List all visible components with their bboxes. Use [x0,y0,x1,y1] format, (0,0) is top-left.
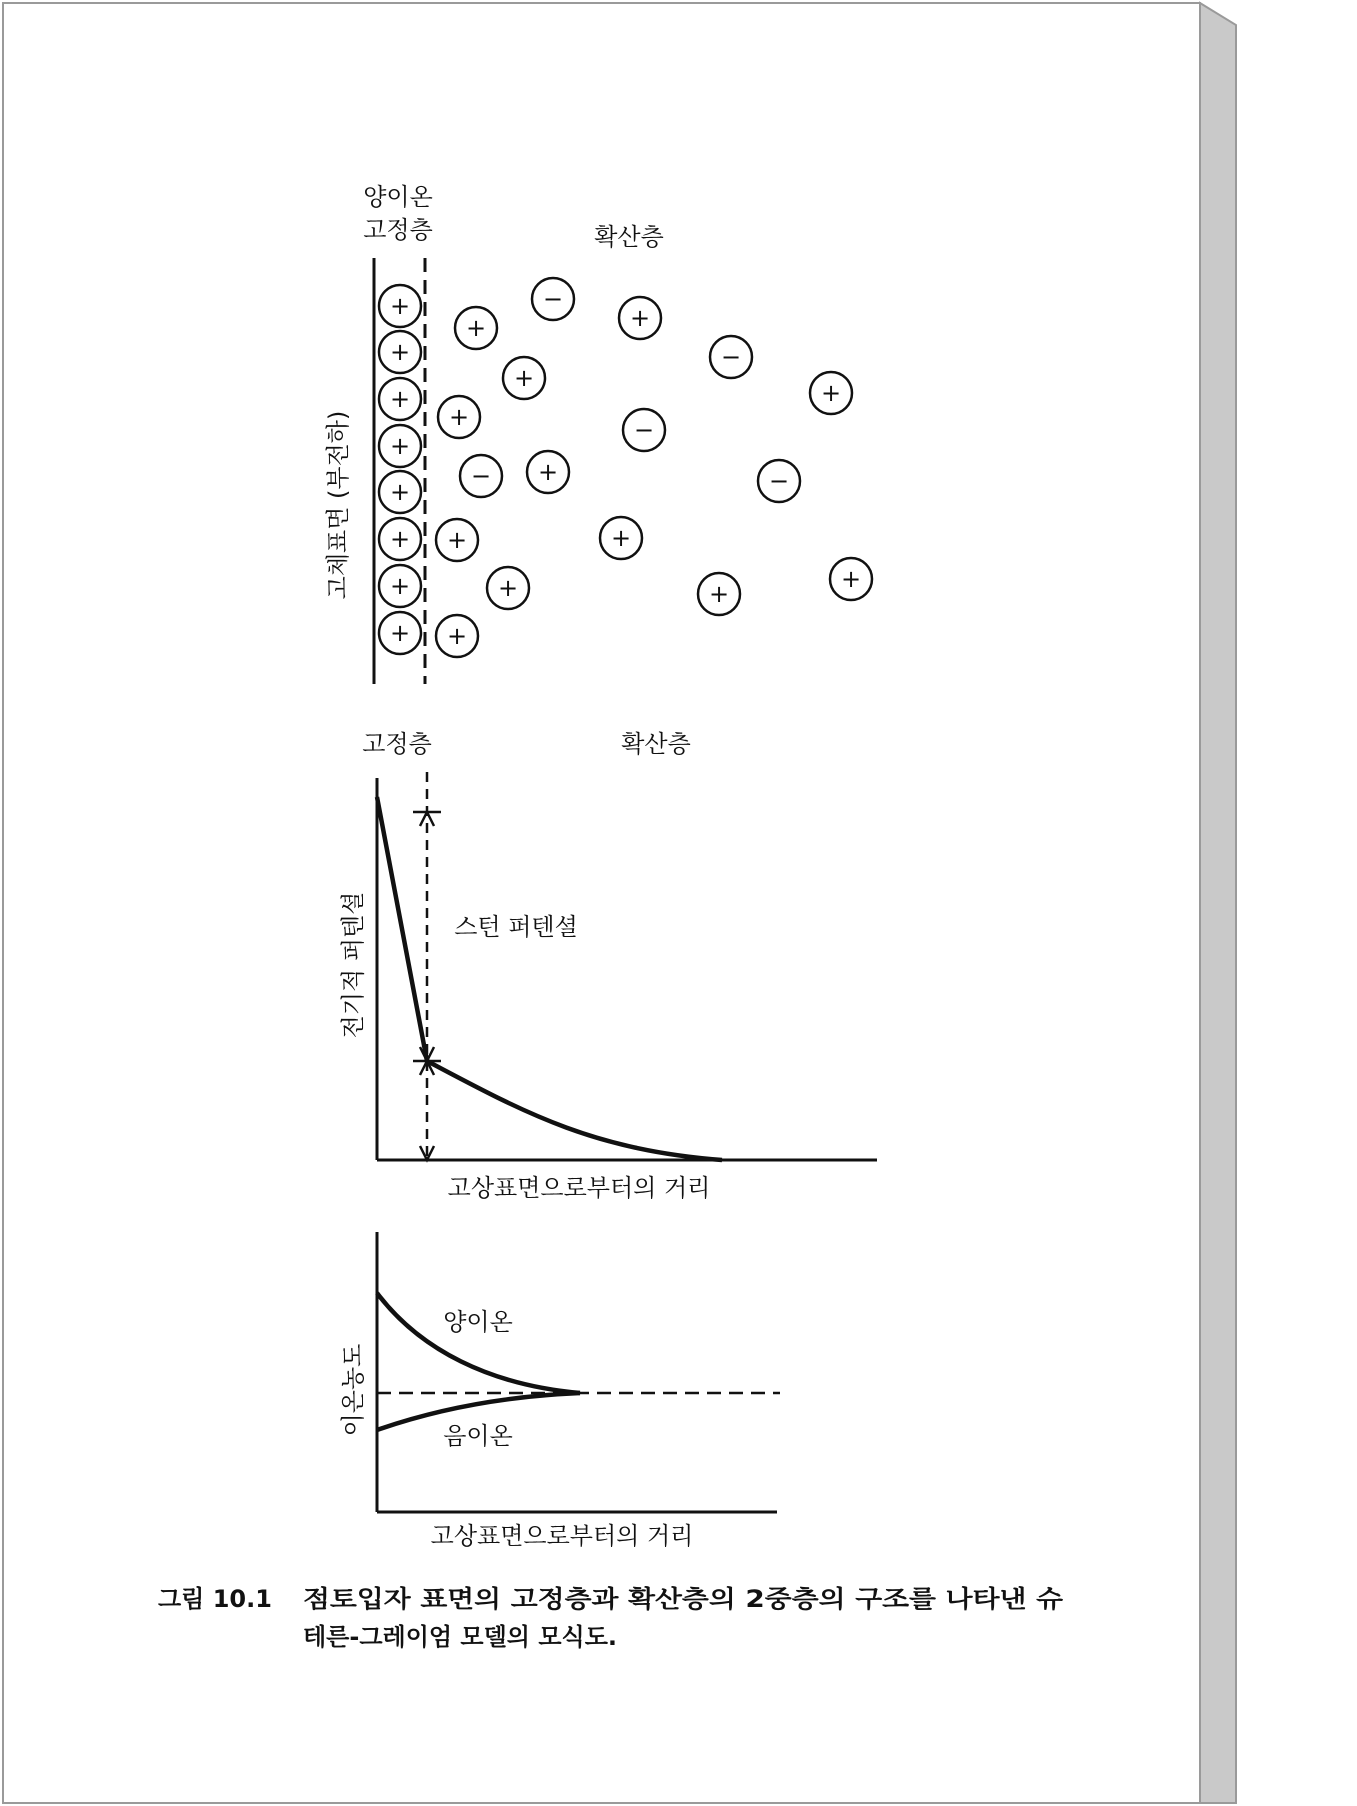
diffuse-layer-label: 확산층 [621,730,691,758]
cation-icon [527,451,569,493]
caption-number: 그림 10.1 [158,1585,272,1613]
fixed-cation-icon [379,378,421,420]
fixed-layer-label: 고정층 [362,730,432,758]
y-axis-label: 이온농도 [339,1343,367,1437]
fixed-cation-icon [379,565,421,607]
anion-icon [710,336,752,378]
svg-text:−: − [768,467,790,495]
svg-text:+: + [389,292,411,320]
svg-text:+: + [465,314,487,342]
fixed-cation-icon [379,331,421,373]
svg-text:+: + [389,478,411,506]
cation-icon [438,396,480,438]
cation-icon [455,307,497,349]
svg-text:+: + [537,458,559,486]
fixed-layer-label-line1: 양이온 [363,183,433,211]
svg-text:+: + [708,580,730,608]
svg-text:+: + [840,565,862,593]
svg-text:+: + [389,385,411,413]
svg-text:−: − [633,416,655,444]
cation-icon [436,615,478,657]
svg-text:+: + [446,622,468,650]
fixed-cation-icon [379,425,421,467]
fixed-cation-icon [379,471,421,513]
anion-icon [460,455,502,497]
cation-icon [810,372,852,414]
svg-text:+: + [820,379,842,407]
x-axis-label: 고상표면으로부터의 거리 [447,1174,711,1202]
svg-text:−: − [720,343,742,371]
svg-text:+: + [389,572,411,600]
svg-text:−: − [470,462,492,490]
svg-text:+: + [389,525,411,553]
stern-potential-label: 스턴 퍼텐셜 [454,913,578,941]
fixed-cation-icon [379,612,421,654]
x-axis-label: 고상표면으로부터의 거리 [430,1522,694,1550]
svg-text:+: + [389,619,411,647]
cation-icon [503,357,545,399]
surface-label: 고체표면 (부전하) [324,410,352,600]
anion-curve-label: 음이온 [443,1422,513,1450]
svg-text:+: + [610,524,632,552]
svg-text:+: + [629,304,651,332]
svg-text:+: + [497,574,519,602]
anion-icon [532,278,574,320]
cation-icon [698,573,740,615]
svg-text:+: + [389,432,411,460]
cation-icon [619,297,661,339]
fixed-cation-icon [379,518,421,560]
cation-curve-label: 양이온 [443,1308,513,1336]
svg-text:+: + [446,526,468,554]
y-axis-label: 전기적 퍼텐셜 [339,891,367,1039]
svg-text:−: − [542,285,564,313]
diffuse-layer-label: 확산층 [594,223,664,251]
fixed-cation-icon [379,285,421,327]
svg-text:+: + [448,403,470,431]
anion-icon [623,409,665,451]
cation-icon [600,517,642,559]
fixed-layer-label-line2: 고정층 [363,216,433,244]
cation-icon [436,519,478,561]
caption-line2: 테른-그레이엄 모델의 모식도. [303,1623,617,1651]
svg-text:+: + [513,364,535,392]
anion-icon [758,460,800,502]
svg-text:+: + [389,338,411,366]
cation-icon [830,558,872,600]
cation-icon [487,567,529,609]
caption-line1: 점토입자 표면의 고정층과 확산층의 2중층의 구조를 나타낸 슈 [303,1585,1064,1613]
